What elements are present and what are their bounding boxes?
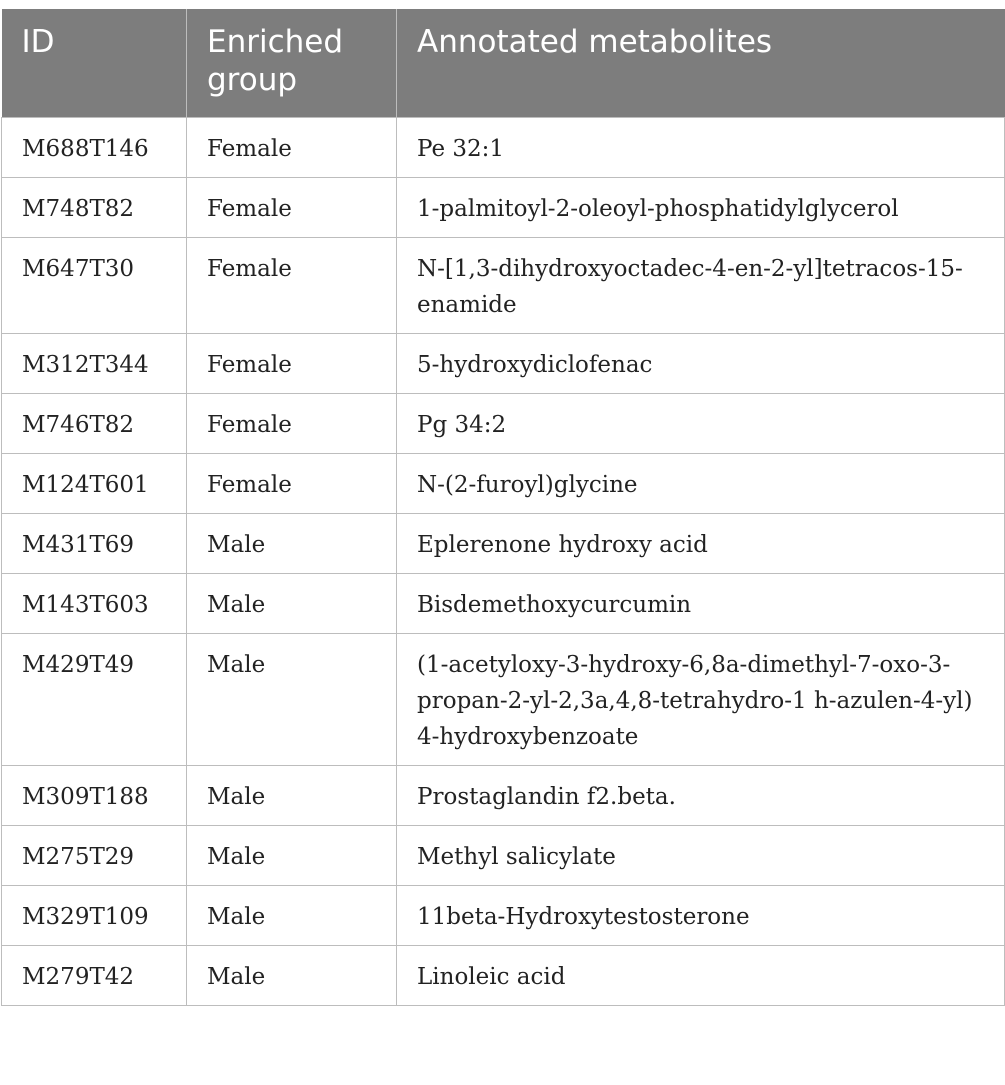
header-enriched-group: Enriched group: [187, 9, 397, 117]
cell-group: Male: [187, 513, 397, 573]
cell-id: M124T601: [2, 453, 187, 513]
cell-id: M275T29: [2, 825, 187, 885]
table-row: [2, 573, 1005, 633]
cell-group: Male: [187, 765, 397, 825]
cell-metabolite: Pe 32:1: [397, 117, 1005, 177]
cell-id: M688T146: [2, 117, 187, 177]
table-row: [2, 393, 1005, 453]
cell-metabolite: Prostaglandin f2.beta.: [397, 765, 1005, 825]
cell-group: Female: [187, 393, 397, 453]
cell-group: Male: [187, 945, 397, 1005]
cell-id: M309T188: [2, 765, 187, 825]
table-row: [2, 453, 1005, 513]
header-id: ID: [2, 9, 187, 117]
cell-group: Male: [187, 825, 397, 885]
cell-group: Male: [187, 573, 397, 633]
cell-id: M329T109: [2, 885, 187, 945]
cell-metabolite: Bisdemethoxycurcumin: [397, 573, 1005, 633]
cell-id: M429T49: [2, 633, 187, 765]
cell-id: M746T82: [2, 393, 187, 453]
cell-id: M143T603: [2, 573, 187, 633]
cell-group: Female: [187, 333, 397, 393]
metabolites-table: [1, 9, 1005, 1006]
table-row: [2, 633, 1005, 765]
cell-metabolite: N-[1,3-dihydroxyoctadec-4-en-2-yl]tetracos-15-enamide: [397, 237, 1005, 333]
table-row: [2, 513, 1005, 573]
cell-metabolite: Eplerenone hydroxy acid: [397, 513, 1005, 573]
table-body: [2, 117, 1005, 1005]
cell-metabolite: 11beta-Hydroxytestosterone: [397, 885, 1005, 945]
table-row: [2, 825, 1005, 885]
header-annotated-metabolites: Annotated metabolites: [397, 9, 1005, 117]
cell-metabolite: (1-acetyloxy-3-hydroxy-6,8a-dimethyl-7-oxo-3-propan-2-yl-2,3a,4,8-tetrahydro-1 h-azulen-4-yl) 4-hydroxybenzoate: [397, 633, 1005, 765]
table-row: [2, 117, 1005, 177]
cell-id: M431T69: [2, 513, 187, 573]
table-row: [2, 885, 1005, 945]
table-header: [2, 9, 1005, 117]
cell-id: M279T42: [2, 945, 187, 1005]
cell-id: M647T30: [2, 237, 187, 333]
table-row: [2, 333, 1005, 393]
cell-metabolite: Pg 34:2: [397, 393, 1005, 453]
cell-id: M312T344: [2, 333, 187, 393]
cell-metabolite: 1-palmitoyl-2-oleoyl-phosphatidylglycerol: [397, 177, 1005, 237]
cell-group: Male: [187, 885, 397, 945]
cell-group: Female: [187, 237, 397, 333]
table-row: [2, 765, 1005, 825]
table-row: [2, 945, 1005, 1005]
cell-group: Female: [187, 177, 397, 237]
cell-metabolite: 5-hydroxydiclofenac: [397, 333, 1005, 393]
header-row: [2, 9, 1005, 117]
cell-metabolite: Linoleic acid: [397, 945, 1005, 1005]
table-row: [2, 177, 1005, 237]
cell-id: M748T82: [2, 177, 187, 237]
cell-group: Female: [187, 117, 397, 177]
cell-metabolite: N-(2-furoyl)glycine: [397, 453, 1005, 513]
table-row: [2, 237, 1005, 333]
cell-metabolite: Methyl salicylate: [397, 825, 1005, 885]
cell-group: Male: [187, 633, 397, 765]
cell-group: Female: [187, 453, 397, 513]
